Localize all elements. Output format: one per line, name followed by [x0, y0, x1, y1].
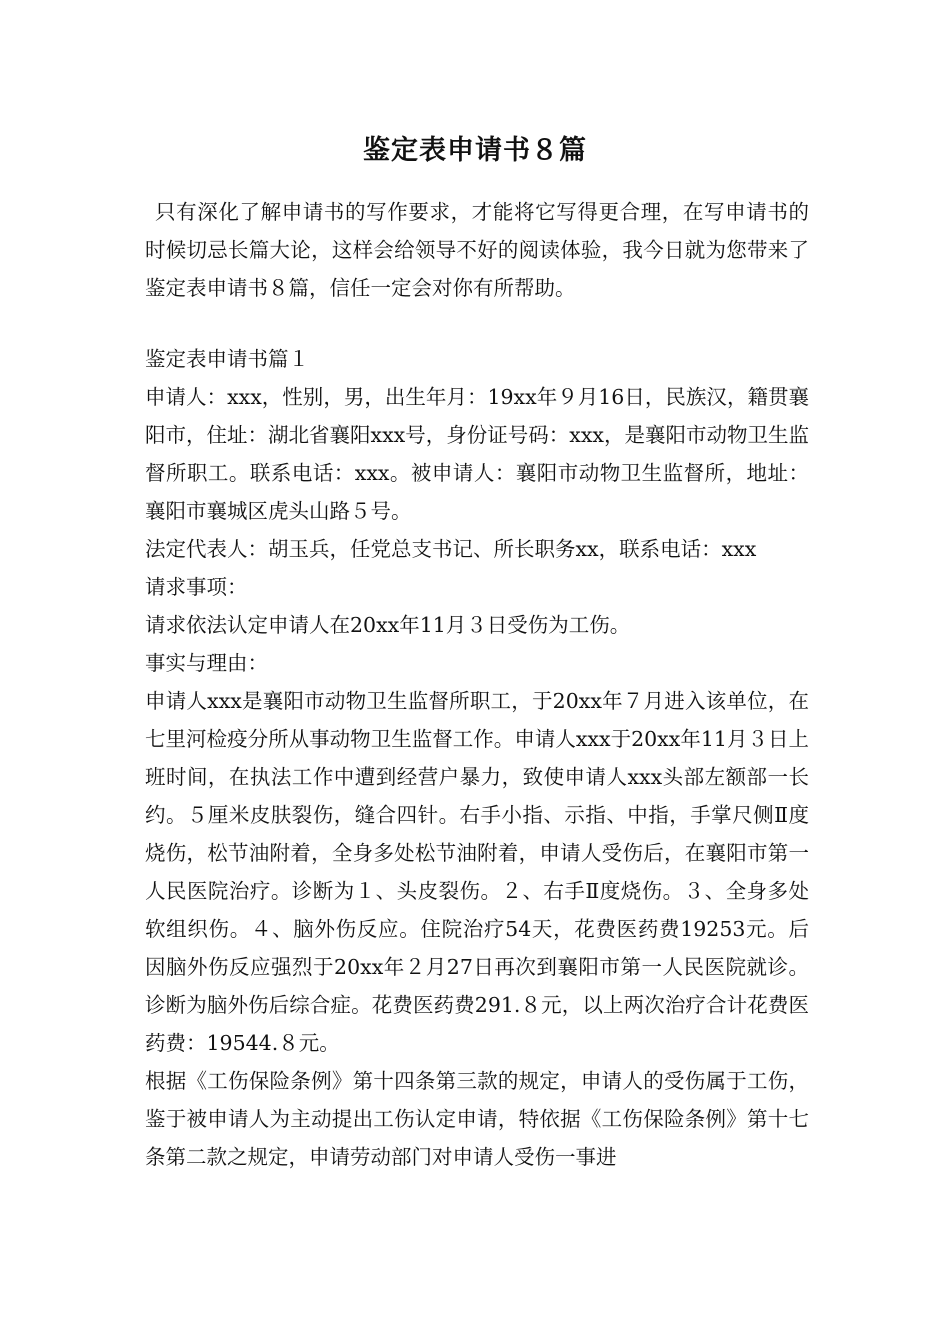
legal-representative-paragraph: 法定代表人：胡玉兵，任党总支书记、所长职务xx，联系电话：xxx	[145, 537, 757, 561]
document-body	[145, 340, 809, 1176]
facts-heading: 事实与理由：	[145, 651, 268, 675]
basis-paragraph: 根据《工伤保险条例》第十四条第三款的规定，申请人的受伤属于工伤，鉴于被申请人为主动提出工伤认定申请，特依据《工伤保险条例》第十七条第二款之规定，申请劳动部门对申请人受伤一事进	[145, 1069, 809, 1169]
intro-paragraph: 只有深化了解申请书的写作要求，才能将它写得更合理，在写申请书的时候切忌长篇大论，这样会给领导不好的阅读体验，我今日就为您带来了鉴定表申请书８篇，信任一定会对你有所帮助。	[145, 200, 809, 300]
facts-paragraph: 申请人xxx是襄阳市动物卫生监督所职工，于20xx年７月进入该单位，在七里河检疫分所从事动物卫生监督工作。申请人xxx于20xx年11月３日上班时间，在执法工作中遭到经营户暴力，致使申请人xxx头部左额部一长约。５厘米皮肤裂伤，缝合四针。右手小指、示指、中指，手掌尺侧Ⅱ度烧伤，松节油附着，全身多处松节油附着，申请人受伤后，在襄阳市第一人民医院治疗。诊断为１、头皮裂伤。２、右手Ⅱ度烧伤。３、全身多处软组织伤。４、脑外伤反应。住院治疗54天，花费医药费19253元。后因脑外伤反应强烈于20xx年２月27日再次到襄阳市第一人民医院就诊。诊断为脑外伤后综合症。花费医药费291.８元，以上两次治疗合计花费医药费：19544.８元。	[145, 689, 809, 1055]
request-paragraph: 请求依法认定申请人在20xx年11月３日受伤为工伤。	[145, 613, 631, 637]
section-heading: 鉴定表申请书篇１	[145, 347, 309, 371]
applicant-paragraph: 申请人：xxx，性别，男，出生年月：19xx年９月16日，民族汉，籍贯襄阳市，住址：湖北省襄阳xxx号，身份证号码：xxx，是襄阳市动物卫生监督所职工。联系电话：xxx。被申请人：襄阳市动物卫生监督所，地址：襄阳市襄城区虎头山路５号。	[145, 385, 809, 523]
request-heading: 请求事项：	[145, 575, 248, 599]
document-title: 鉴定表申请书８篇	[363, 135, 587, 166]
